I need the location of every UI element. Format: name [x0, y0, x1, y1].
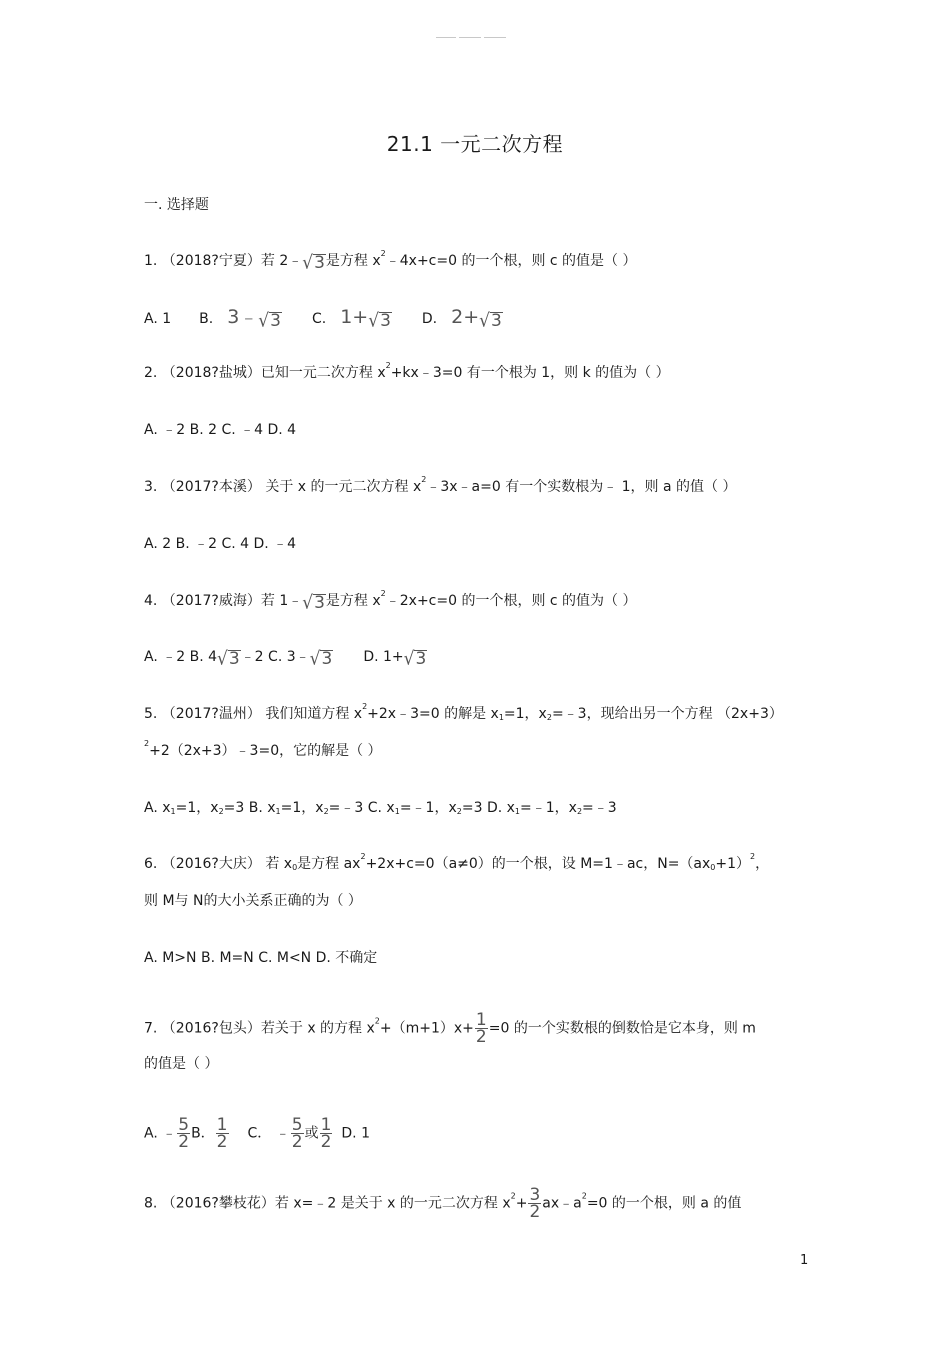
question-3: 3. （2017?本溪） 关于 x 的一元二次方程 $x^2﹣3x﹣a=0$ 有一个实数根为﹣ 1，则 a 的值（ ） — [144, 475, 737, 495]
question-5: 5. （2017?温州） 我们知道方程 $x^2+2x﹣3=0$ 的解是 $x_1=1$，$x_2=﹣3$，现给出另一个方程 （2x+3） — [144, 702, 783, 722]
question-6: 6. （2016?大庆） 若 $x_0$是方程 $ax^2+2x+c=0(a\ne 0)$的一个根，设 M=1﹣ac，$N=(ax_0+1)^2$， — [144, 852, 770, 872]
question-7-line-2: 的值是（ ） — [144, 1056, 219, 1072]
question-4-options: A. ﹣2 B. 4√3﹣2 C. 3﹣√3 D. 1+√3 — [144, 648, 427, 670]
header-rule — [436, 37, 512, 40]
question-1-options: A. 1 B. 3﹣√3 C. 1+√3 D. 2+√3 — [144, 306, 502, 332]
question-2: 2. （2018?盐城）已知一元二次方程 $x^2+kx﹣3=0$ 有一个根为 1，则 k 的值为（ ） — [144, 361, 670, 381]
question-6-line-2: 则 M与 N的大小关系正确的为（ ） — [144, 893, 362, 909]
question-5-options: A. $x_1=1$，$x_2=3$ B. $x_1=1$，$x_2=﹣3$ C. $x_1=﹣1$，$x_2=3$ D. $x_1=﹣1$，$x_2=﹣3$ — [144, 800, 617, 816]
question-6-options: A. M>N B. M=N C. M<N D. 不确定 — [144, 950, 378, 966]
question-3-options: A. 2 B. ﹣2 C. 4 D. ﹣4 — [144, 536, 297, 552]
question-2-options: A. ﹣2 B. 2 C. ﹣4 D. 4 — [144, 422, 297, 438]
question-7: 7. （2016?包头）若关于 x 的方程 $x^2+(m+1)x+$ $\frac{1}{2}$ =0 的一个实数根的倒数恰是它本身，则 m — [144, 1010, 756, 1047]
question-7-options: A. ﹣ $\frac{5}{2}$ B． $\frac{1}{2}$ C． ﹣ $\frac{5}{2}$ 或 $\frac{1}{2}$ D. 1 — [144, 1115, 370, 1152]
question-1: 1. （2018?宁夏）若 2﹣√3是方程 $x^2﹣4x+c=0$ 的一个根，则 c 的值是（ ） — [144, 249, 637, 274]
page-number: 1 — [800, 1253, 809, 1268]
section-heading: 一. 选择题 — [144, 197, 209, 213]
sqrt-symbol: √3 — [302, 252, 325, 274]
question-8: 8. （2016?攀枝花）若 x=﹣2 是关于 x 的一元二次方程 $x^2+$ $\frac{3}{2}$ $ax﹣a^2=0$ 的一个根，则 a 的值 — [144, 1185, 742, 1222]
question-5-line-2: $^2$+2（2x+3）﹣3=0，它的解是（ ） — [144, 739, 382, 759]
question-4: 4. （2017?威海）若 1﹣√3是方程 $x^2﹣2x+c=0$ 的一个根，则 c 的值为（ ） — [144, 589, 637, 614]
fraction: $\frac{1}{2}$ — [475, 1010, 487, 1047]
page-title: 21.1 一元二次方程 — [386, 132, 564, 156]
